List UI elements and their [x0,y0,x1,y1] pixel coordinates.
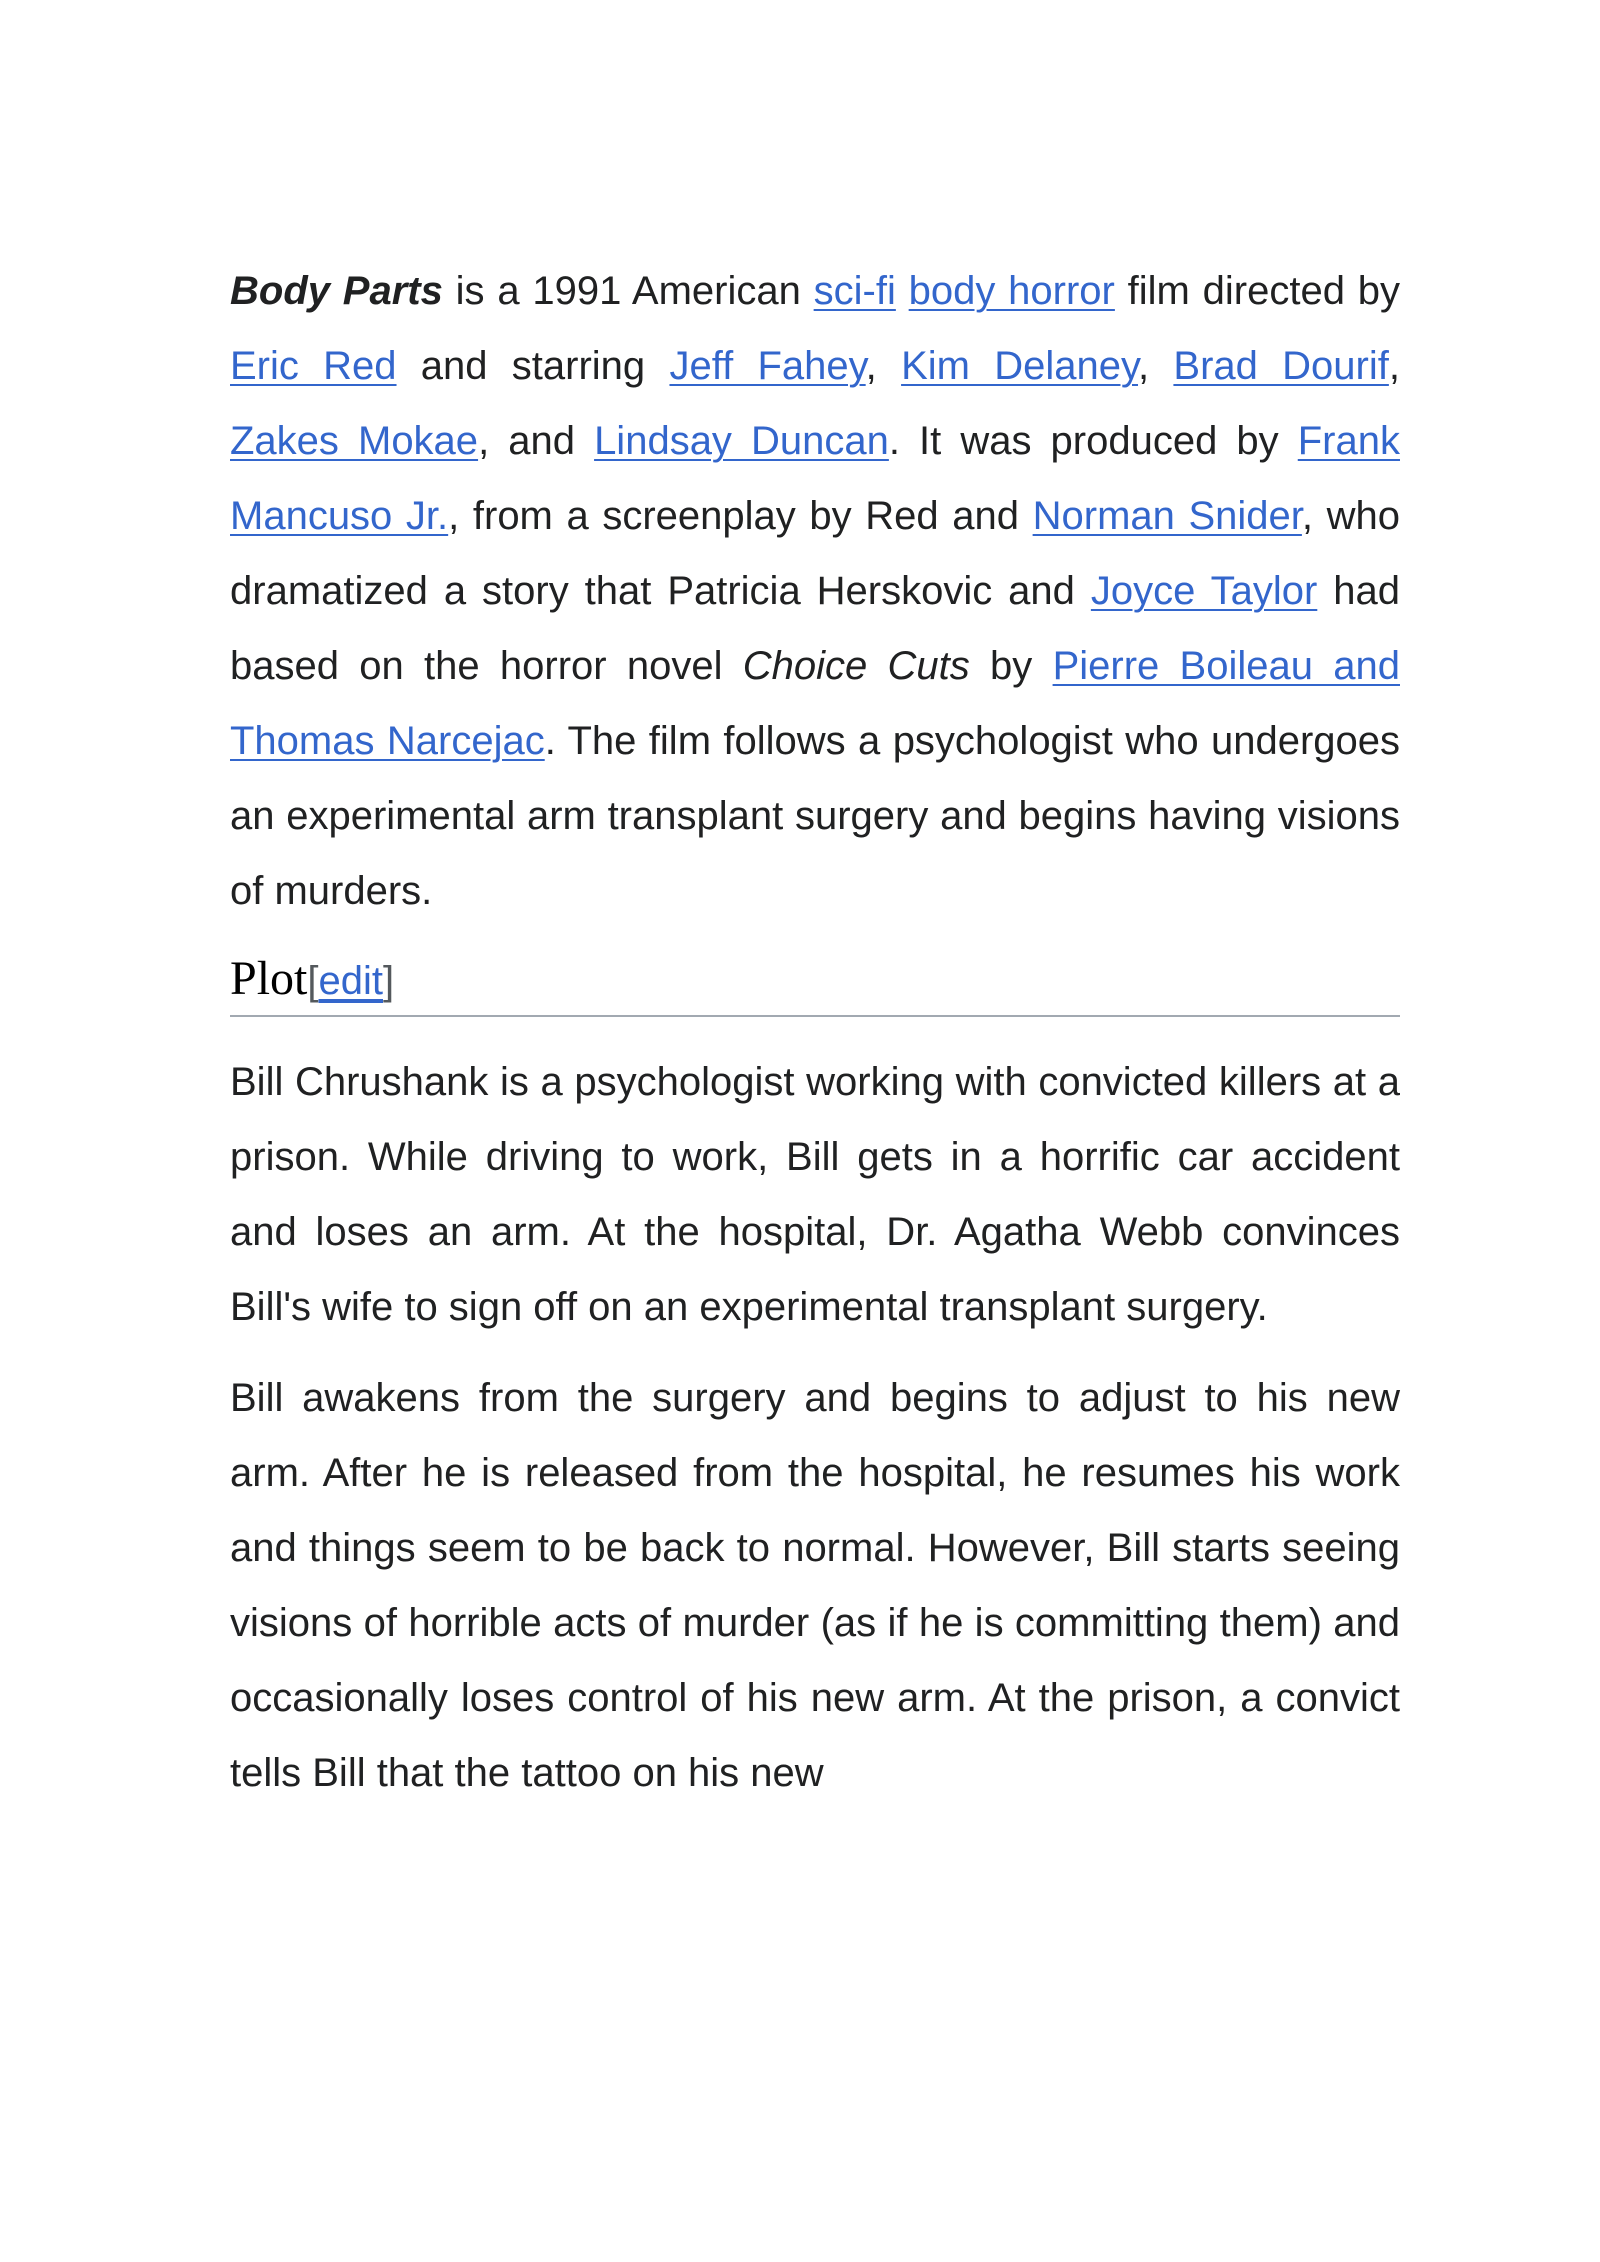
intro-text-10: , from a screenplay by Red and [448,494,1033,538]
link-boileau-narcejac[interactable]: Pierre Boileau and Thomas Narcejac [230,644,1400,763]
plot-paragraph-2: Bill awakens from the surgery and begins to adjust to his new arm. After he is released from the hospital, he resumes his work and things seem to be back to normal. However, Bill starts seeing visions of horrible acts of murder (as if he is committing them) and occasionally loses control of his new arm. At the prison, a convict tells Bill that the tattoo on his new [230,1376,1400,1795]
link-kim-delaney[interactable]: Kim Delaney [901,344,1139,388]
plot-section-heading [230,949,1400,1017]
intro-text-1: is a 1991 American [442,269,814,313]
intro-text-14: . The film follows a psychologist who undergoes an experimental arm transplant surgery and begins having visions of murders. [230,719,1400,913]
article-title-bold-part1: Body [230,269,330,313]
intro-text-3: film directed by [1114,269,1400,313]
intro-text-11: , who dramatized a story that Patricia Herskovic and [230,494,1401,613]
article-title-bold-part2: Parts [342,269,443,313]
link-eric-red[interactable]: Eric Red [230,344,397,388]
link-norman-snider[interactable]: Norman Snider [1032,494,1302,538]
link-sci-fi[interactable]: sci-fi [813,269,896,313]
intro-text-13: by [969,644,1053,688]
link-zakes-mokae[interactable]: Zakes Mokae [230,419,479,463]
plot-heading-label: Plot [230,952,308,1005]
edit-section-wrapper [307,959,394,1003]
link-joyce-taylor[interactable]: Joyce Taylor [1090,569,1318,613]
intro-text-2 [896,269,909,313]
intro-text-9: . It was produced by [888,419,1298,463]
intro-text-8: , and [478,419,595,463]
intro-text-4: and starring [396,344,670,388]
edit-bracket-close: ] [383,959,395,1003]
link-jeff-fahey[interactable]: Jeff Fahey [669,344,866,388]
intro-text-6: , [1138,344,1174,388]
link-brad-dourif[interactable]: Brad Dourif [1173,344,1389,388]
intro-text-5: , [865,344,902,388]
link-lindsay-duncan[interactable]: Lindsay Duncan [594,419,889,463]
edit-bracket-open: [ [307,959,319,1003]
intro-paragraph [230,254,1400,929]
article-body [230,254,1400,1811]
novel-title: Choice Cuts [742,644,970,688]
edit-section-link[interactable]: edit [318,959,383,1003]
intro-text-12: had based on the horror novel [230,569,1400,688]
plot-paragraph-1: Bill Chrushank is a psychologist working with convicted killers at a prison. While driving to work, Bill gets in a horrific car accident and loses an arm. At the hospital, Dr. Agatha Webb convinces Bill's wife to sign off on an experimental transplant surgery. [230,1060,1400,1329]
link-body-horror[interactable]: body horror [908,269,1115,313]
intro-text-7: , [1388,344,1400,388]
link-frank-mancuso-jr[interactable]: Frank Mancuso Jr. [230,419,1400,538]
